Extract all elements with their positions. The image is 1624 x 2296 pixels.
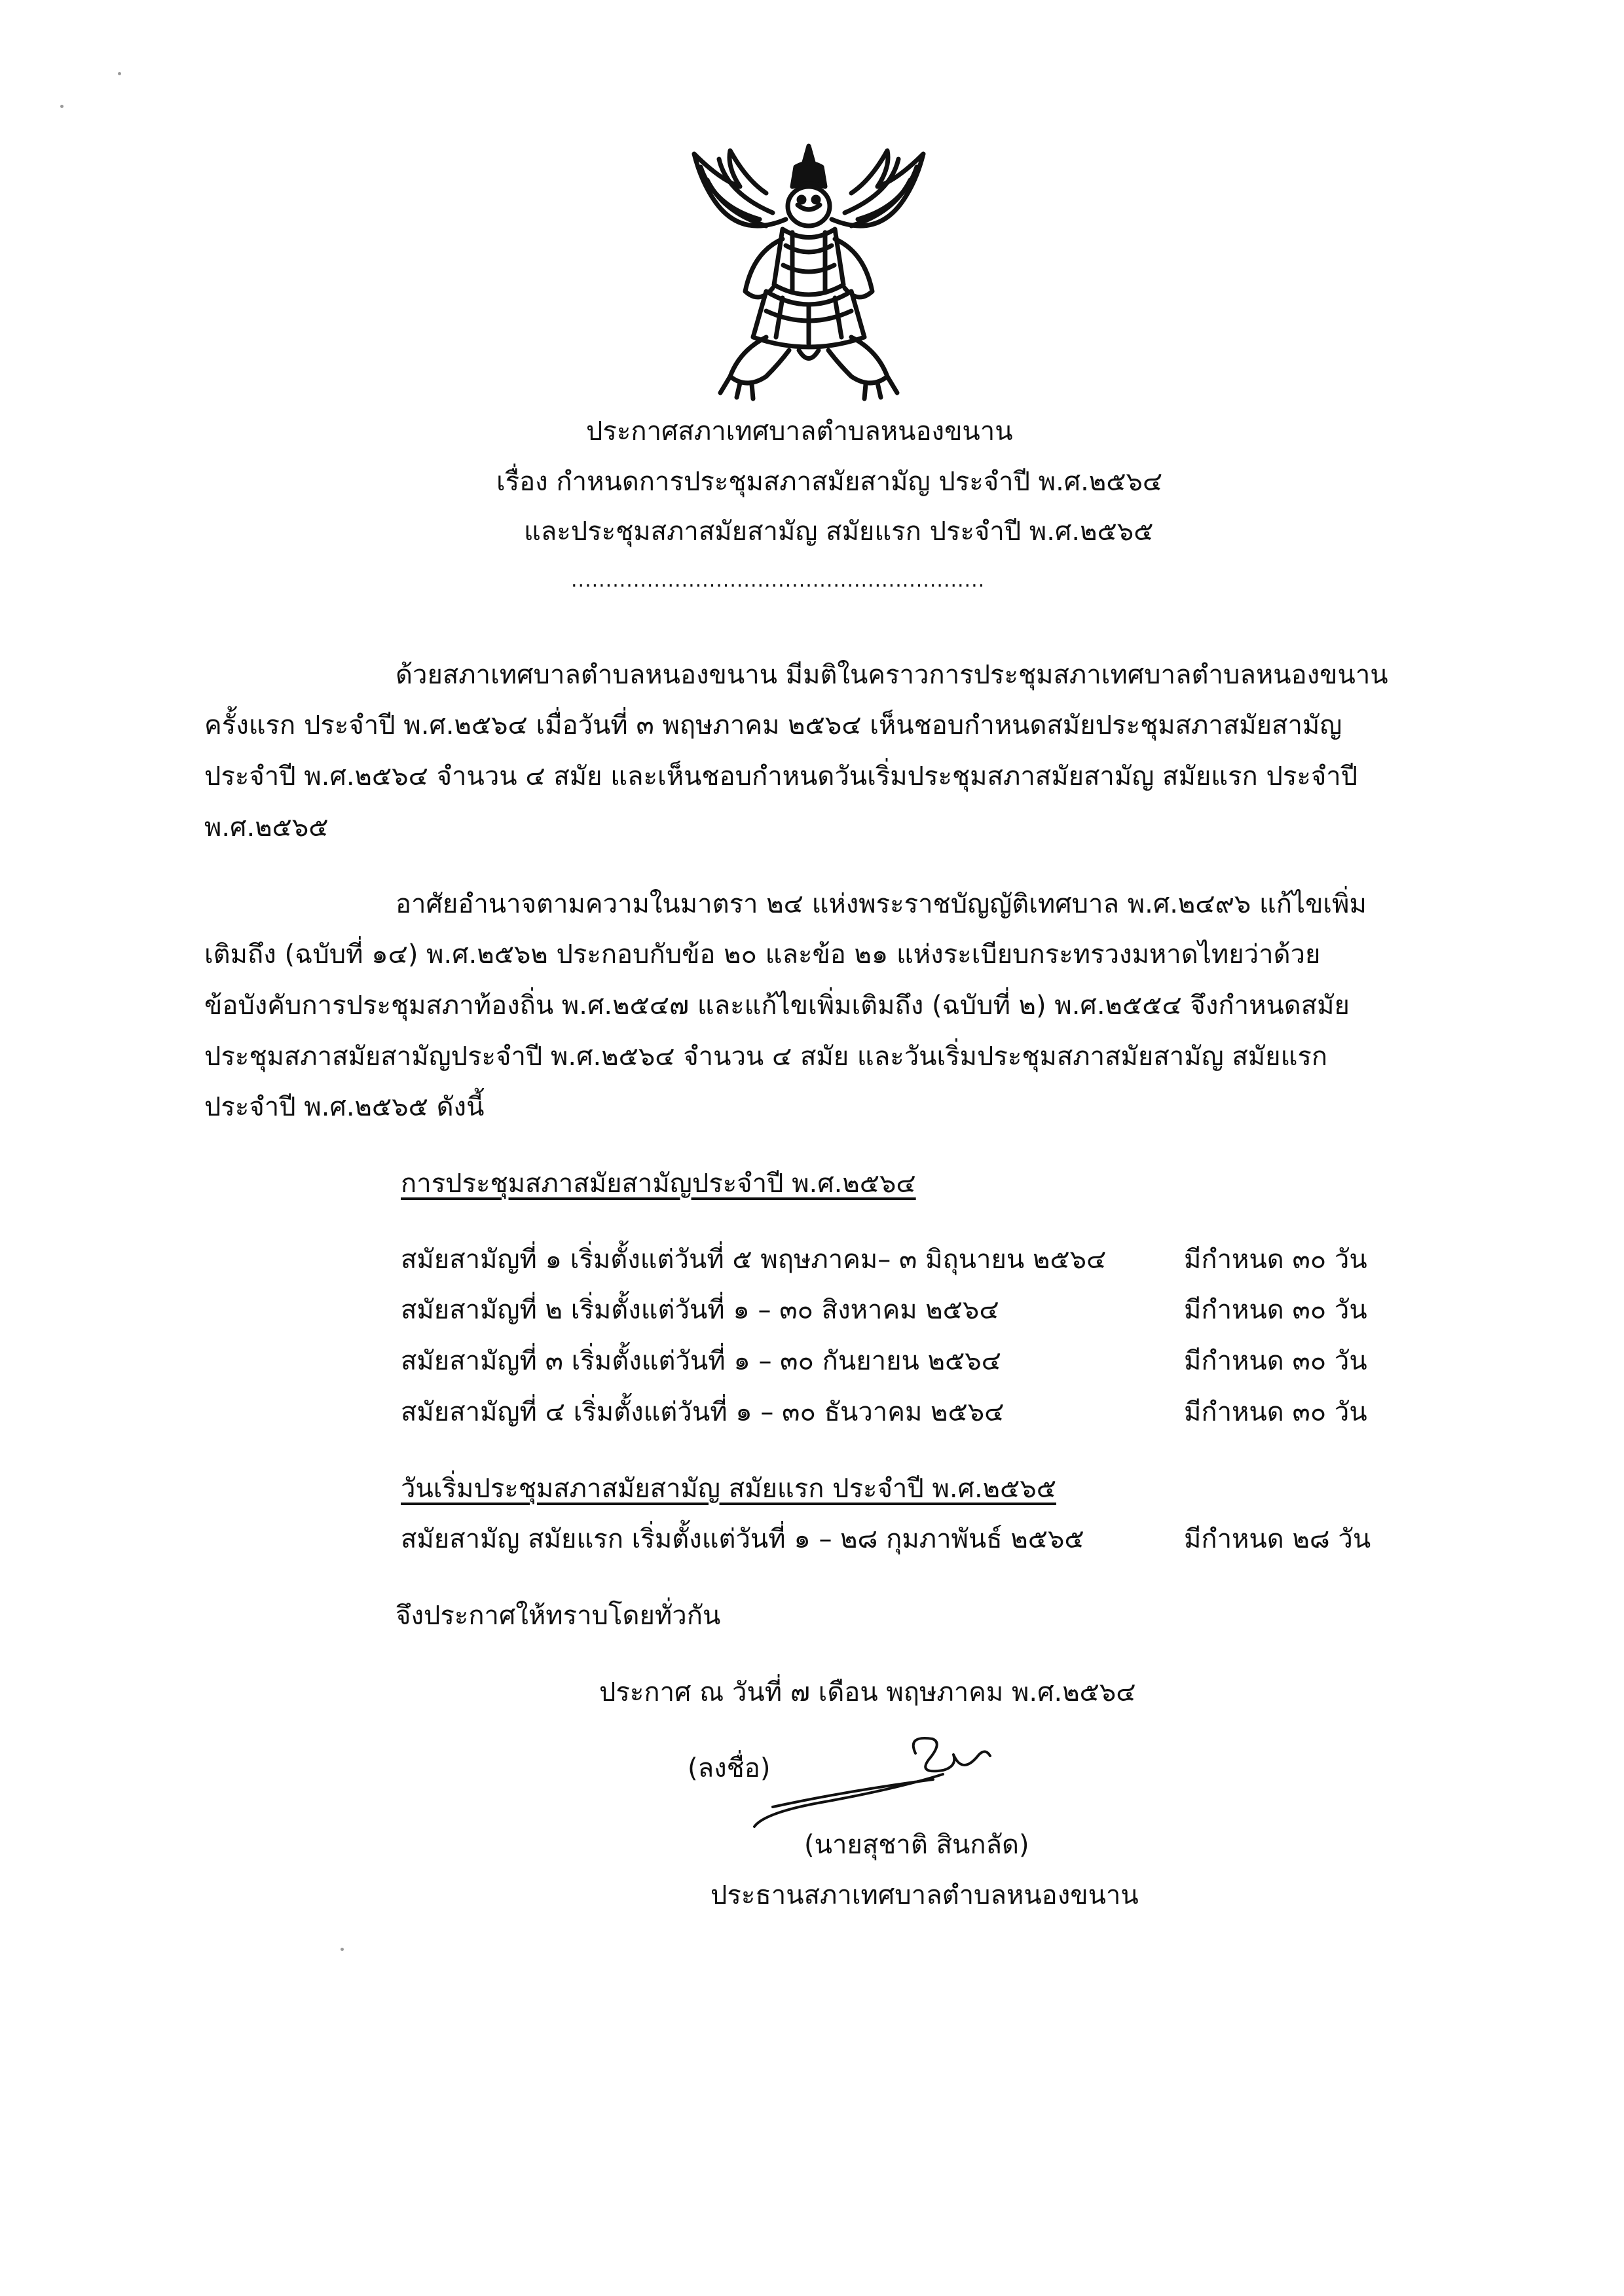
scan-speck (118, 72, 121, 75)
scan-speck (60, 105, 64, 108)
scan-speck (341, 1948, 344, 1951)
closing-statement: จึงประกาศให้ทราบโดยทั่วกัน (396, 1601, 721, 1631)
signer-position: ประธานสภาเทศบาลตำบลหนองขนาน (710, 1880, 1139, 1910)
paragraph-2-line: ข้อบังคับการประชุมสภาท้องถิ่น พ.ศ.๒๕๔๗ และแก้ไขเพิ่มเติมถึง (ฉบับที่ ๒) พ.ศ.๒๕๕๔ จึงกำหนดสมัย (204, 991, 1350, 1021)
schedule-row-session: สมัยสามัญที่ ๔ เริ่มตั้งแต่วันที่ ๑ – ๓๐ ธันวาคม ๒๕๖๔ (401, 1397, 1005, 1427)
schedule-row-duration: มีกำหนด ๓๐ วัน (1184, 1346, 1367, 1376)
paragraph-2-line: ประจำปี พ.ศ.๒๕๖๕ ดังนี้ (204, 1092, 485, 1122)
paragraph-2-line: อาศัยอำนาจตามความในมาตรา ๒๔ แห่งพระราชบัญญัติเทศบาล พ.ศ.๒๔๙๖ แก้ไขเพิ่ม (396, 889, 1367, 919)
paragraph-1-line: พ.ศ.๒๕๖๕ (204, 812, 329, 843)
paragraph-1-line: ด้วยสภาเทศบาลตำบลหนองขนาน มีมติในคราวการประชุมสภาเทศบาลตำบลหนองขนาน (396, 660, 1388, 690)
schedule-row-duration: มีกำหนด ๓๐ วัน (1184, 1245, 1367, 1275)
paragraph-1-line: ประจำปี พ.ศ.๒๕๖๔ จำนวน ๔ สมัย และเห็นชอบกำหนดวันเริ่มประชุมสภาสมัยสามัญ สมัยแรก ประจำปี (204, 761, 1358, 792)
paragraph-2-line: ประชุมสภาสมัยสามัญประจำปี พ.ศ.๒๕๖๔ จำนวน ๔ สมัย และวันเริ่มประชุมสภาสมัยสามัญ สมัยแรก (204, 1042, 1328, 1072)
schedule-2565-heading: วันเริ่มประชุมสภาสมัยสามัญ สมัยแรก ประจำปี พ.ศ.๒๕๖๕ (401, 1474, 1056, 1504)
schedule-row-duration: มีกำหนด ๒๘ วัน (1184, 1524, 1371, 1554)
sign-label: (ลงชื่อ) (688, 1753, 771, 1783)
subject-line-1: เรื่อง กำหนดการประชุมสภาสมัยสามัญ ประจำปี พ.ศ.๒๕๖๔ (496, 467, 1163, 497)
handwritten-signature (747, 1728, 1008, 1840)
header-dotted-rule: ............................................................ (571, 569, 986, 592)
signer-name: (นายสุชาติ สินกลัด) (804, 1830, 1029, 1860)
schedule-row-duration: มีกำหนด ๓๐ วัน (1184, 1295, 1367, 1325)
schedule-row-duration: มีกำหนด ๓๐ วัน (1184, 1397, 1367, 1427)
schedule-row-session: สมัยสามัญ สมัยแรก เริ่มตั้งแต่วันที่ ๑ – ๒๘ กุมภาพันธ์ ๒๕๖๕ (401, 1524, 1084, 1554)
schedule-row-session: สมัยสามัญที่ ๓ เริ่มตั้งแต่วันที่ ๑ – ๓๐ กันยายน ๒๕๖๔ (401, 1346, 1001, 1376)
paragraph-1-line: ครั้งแรก ประจำปี พ.ศ.๒๕๖๔ เมื่อวันที่ ๓ พฤษภาคม ๒๕๖๔ เห็นชอบกำหนดสมัยประชุมสภาสมัยสามัญ (204, 710, 1342, 740)
subject-line-2: และประชุมสภาสมัยสามัญ สมัยแรก ประจำปี พ.ศ.๒๕๖๕ (524, 517, 1154, 547)
schedule-row-session: สมัยสามัญที่ ๑ เริ่มตั้งแต่วันที่ ๕ พฤษภาคม– ๓ มิถุนายน ๒๕๖๔ (401, 1245, 1107, 1275)
announcement-title: ประกาศสภาเทศบาลตำบลหนองขนาน (586, 416, 1013, 446)
schedule-row-session: สมัยสามัญที่ ๒ เริ่มตั้งแต่วันที่ ๑ – ๓๐ สิงหาคม ๒๕๖๔ (401, 1295, 999, 1325)
schedule-2564-heading: การประชุมสภาสมัยสามัญประจำปี พ.ศ.๒๕๖๔ (401, 1169, 916, 1199)
paragraph-2-line: เติมถึง (ฉบับที่ ๑๔) พ.ศ.๒๕๖๒ ประกอบกับข้อ ๒๐ และข้อ ๒๑ แห่งระเบียบกระทรวงมหาดไทยว่าด้วย (204, 939, 1321, 970)
garuda-emblem-icon (668, 141, 950, 403)
announcement-date: ประกาศ ณ วันที่ ๗ เดือน พฤษภาคม พ.ศ.๒๕๖๔ (599, 1677, 1136, 1707)
